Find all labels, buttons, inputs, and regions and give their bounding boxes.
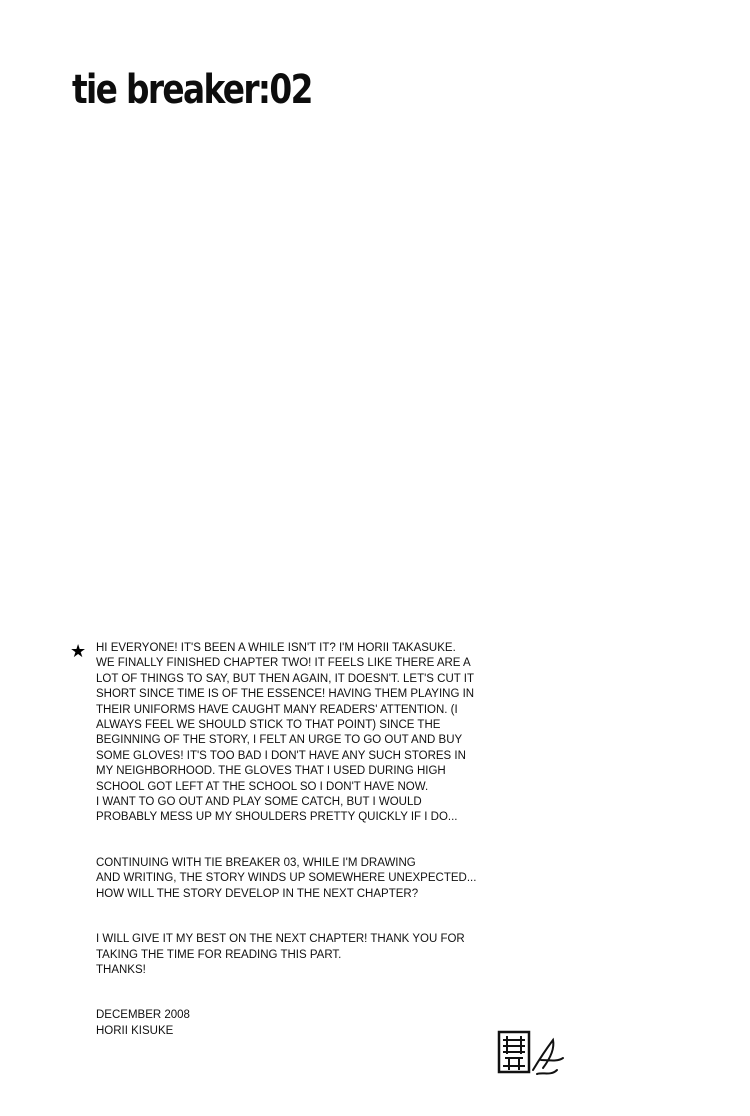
note-signoff: [96, 1008, 482, 1039]
note-line: WE FINALLY FINISHED CHAPTER TWO! IT FEELS LIKE THERE ARE A: [96, 657, 471, 670]
note-line: LOT OF THINGS TO SAY, BUT THEN AGAIN, IT DOESN'T. LET'S CUT IT: [96, 672, 475, 685]
seal-signature-icon: [497, 1030, 567, 1080]
note-line: HI EVERYONE! IT'S BEEN A WHILE ISN'T IT? I'M HORII TAKASUKE.: [96, 642, 456, 654]
note-line: TAKING THE TIME FOR READING THIS PART.: [96, 948, 342, 961]
note-line: SHORT SINCE TIME IS OF THE ESSENCE! HAVING THEM PLAYING IN: [96, 688, 475, 701]
note-author: HORII KISUKE: [96, 1024, 174, 1037]
note-paragraph-1: [96, 641, 482, 826]
note-line: PROBABLY MESS UP MY SHOULDERS PRETTY QUICKLY IF I DO...: [96, 811, 458, 824]
author-note: [96, 641, 482, 1039]
note-line: CONTINUING WITH TIE BREAKER 03, WHILE I'M DRAWING: [96, 856, 416, 869]
note-line: I WANT TO GO OUT AND PLAY SOME CATCH, BUT I WOULD: [96, 796, 422, 809]
note-line: SCHOOL GOT LEFT AT THE SCHOOL SO I DON'T HAVE NOW.: [96, 780, 429, 793]
note-line: MY NEIGHBORHOOD. THE GLOVES THAT I USED DURING HIGH: [96, 765, 446, 778]
note-line: ALWAYS FEEL WE SHOULD STICK TO THAT POINT) SINCE THE: [96, 719, 441, 732]
note-line: THEIR UNIFORMS HAVE CAUGHT MANY READERS' ATTENTION. (I: [96, 703, 458, 716]
note-line: I WILL GIVE IT MY BEST ON THE NEXT CHAPTER! THANK YOU FOR: [96, 933, 465, 946]
note-date: DECEMBER 2008: [96, 1009, 190, 1022]
note-line: HOW WILL THE STORY DEVELOP IN THE NEXT CHAPTER?: [96, 887, 419, 900]
note-line: SOME GLOVES! IT'S TOO BAD I DON'T HAVE ANY SUCH STORES IN: [96, 749, 466, 762]
note-paragraph-3: [96, 932, 482, 978]
note-line: BEGINNING OF THE STORY, I FELT AN URGE TO GO OUT AND BUY: [96, 734, 463, 747]
note-line: THANKS!: [96, 963, 146, 976]
page-title: tie breaker:02: [72, 67, 312, 113]
star-bullet-icon: ★: [70, 641, 87, 662]
note-line: AND WRITING, THE STORY WINDS UP SOMEWHERE UNEXPECTED...: [96, 872, 477, 885]
note-paragraph-2: [96, 856, 482, 902]
